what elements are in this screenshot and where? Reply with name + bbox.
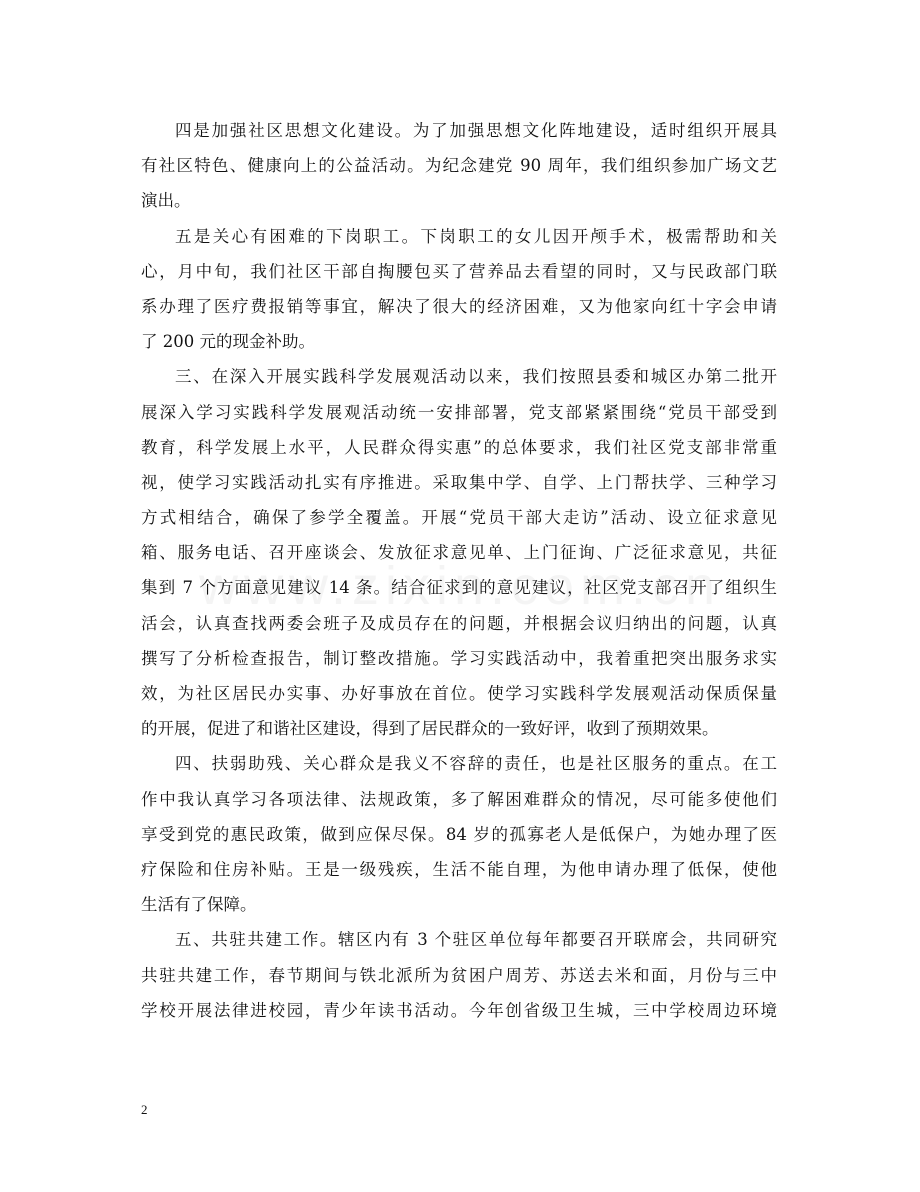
page-number: 2 bbox=[141, 1102, 148, 1117]
text-line: 视，使学习实践活动扎实有序推进。采取集中学、自学、上门帮扶学、三种学习 bbox=[141, 472, 777, 492]
text-line: 四、扶弱助残、关心群众是我义不容辞的责任，也是社区服务的重点。在工 bbox=[175, 754, 777, 774]
paragraph bbox=[141, 113, 777, 219]
text-line: 疗保险和住房补贴。王是一级残疾，生活不能自理，为他申请办理了低保，使他 bbox=[141, 859, 777, 879]
text-line: 系办理了医疗费报销等事宜，解决了很大的经济困难，又为他家向红十字会申请 bbox=[141, 296, 777, 316]
paragraph bbox=[141, 219, 777, 360]
text-line: 的开展，促进了和谐社区建设，得到了居民群众的一致好评，收到了预期效果。 bbox=[141, 719, 719, 739]
text-line: 效，为社区居民办实事、办好事放在首位。使学习实践科学发展观活动保质保量 bbox=[141, 684, 777, 703]
text-line: 五是关心有困难的下岗职工。下岗职工的女儿因开颅手术，极需帮助和关 bbox=[175, 226, 777, 246]
paragraph bbox=[141, 922, 777, 1028]
text-line: 教育，科学发展上水平，人民群众得实惠”的总体要求，我们社区党支部非常重 bbox=[141, 437, 777, 457]
text-line: 享受到党的惠民政策，做到应保尽保。84 岁的孤寡老人是低保户，为她办理了医 bbox=[141, 824, 777, 844]
text-line: 撰写了分析检查报告，制订整改措施。学习实践活动中，我着重把突出服务求实 bbox=[141, 648, 777, 668]
text-line: 学校开展法律进校园，青少年读书活动。今年创省级卫生城，三中学校周边环境 bbox=[141, 1000, 777, 1020]
paragraph bbox=[141, 746, 777, 922]
text-line: 四是加强社区思想文化建设。为了加强思想文化阵地建设，适时组织开展具 bbox=[175, 121, 777, 140]
text-line: 五、共驻共建工作。辖区内有 3 个驻区单位每年都要召开联席会，共同研究 bbox=[175, 930, 777, 950]
document-body bbox=[141, 113, 777, 1028]
text-line: 作中我认真学习各项法律、法规政策，多了解困难群众的情况，尽可能多使他们 bbox=[141, 789, 777, 809]
text-line: 展深入学习实践科学发展观活动统一安排部署，党支部紧紧围绕“党员干部受到 bbox=[141, 402, 777, 422]
text-line: 有社区特色、健康向上的公益活动。为纪念建党 90 周年，我们组织参加广场文艺 bbox=[141, 156, 777, 176]
text-line: 了 200 元的现金补助。 bbox=[141, 332, 315, 352]
text-line: 共驻共建工作，春节期间与铁北派所为贫困户周芳、苏送去米和面，月份与三中 bbox=[141, 965, 777, 985]
text-line: 集到 7 个方面意见建议 14 条。结合征求到的意见建议，社区党支部召开了组织生 bbox=[141, 578, 777, 598]
text-line: 活会，认真查找两委会班子及成员存在的问题，并根据会议归纳出的问题，认真 bbox=[141, 613, 777, 633]
text-line: 生活有了保障。 bbox=[141, 895, 257, 915]
text-line: 心，月中旬，我们社区干部自掏腰包买了营养品去看望的同时，又与民政部门联 bbox=[141, 261, 777, 281]
text-line: 箱、服务电话、召开座谈会、发放征求意见单、上门征询、广泛征求意见，共征 bbox=[141, 543, 777, 563]
text-line: 方式相结合，确保了参学全覆盖。开展“党员干部大走访”活动、设立征求意见 bbox=[141, 508, 777, 528]
text-line: 演出。 bbox=[141, 191, 191, 211]
text-line: 三、在深入开展实践科学发展观活动以来，我们按照县委和城区办第二批开 bbox=[175, 367, 777, 387]
paragraph bbox=[141, 359, 777, 746]
